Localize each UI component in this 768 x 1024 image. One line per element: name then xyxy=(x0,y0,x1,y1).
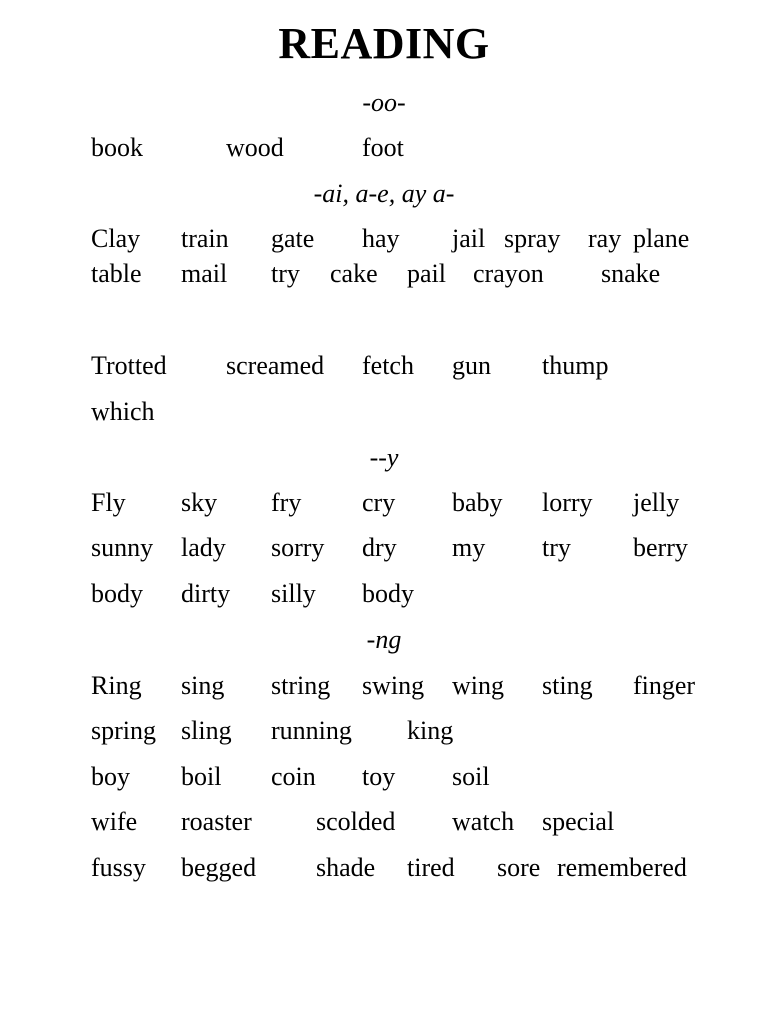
word-berry: berry xyxy=(633,533,688,562)
word-trotted: Trotted xyxy=(91,351,167,380)
word-spring: spring xyxy=(91,716,156,745)
word-boil: boil xyxy=(181,762,222,791)
word-jelly: jelly xyxy=(633,488,680,517)
page-title: READING xyxy=(278,19,490,68)
word-plane: plane xyxy=(633,224,690,253)
word-try: try xyxy=(271,259,300,288)
word-wing: wing xyxy=(452,671,504,700)
word-ring: Ring xyxy=(91,671,142,700)
word-spray: spray xyxy=(504,224,561,253)
word-sing: sing xyxy=(181,671,225,700)
word-fetch: fetch xyxy=(362,351,414,380)
word-foot: foot xyxy=(362,133,404,162)
word-snake: snake xyxy=(601,259,661,288)
word-toy: toy xyxy=(362,762,396,791)
word-body-2: body xyxy=(362,579,414,608)
word-roaster: roaster xyxy=(181,807,252,836)
word-lorry: lorry xyxy=(542,488,593,517)
word-ray: ray xyxy=(588,224,622,253)
word-shade: shade xyxy=(316,853,376,882)
word-hay: hay xyxy=(362,224,400,253)
word-tired: tired xyxy=(407,853,455,882)
section-heading-ai: -ai, a-e, ay a- xyxy=(313,179,455,208)
word-sky: sky xyxy=(181,488,218,517)
word-string: string xyxy=(271,671,331,700)
word-sore: sore xyxy=(497,853,541,882)
word-screamed: screamed xyxy=(226,351,325,380)
word-finger: finger xyxy=(633,671,696,700)
word-which: which xyxy=(91,397,155,426)
word-cry: cry xyxy=(362,488,396,517)
word-mail: mail xyxy=(181,259,228,288)
word-soil: soil xyxy=(452,762,490,791)
word-dry: dry xyxy=(362,533,397,562)
word-watch: watch xyxy=(452,807,515,836)
word-book: book xyxy=(91,133,143,162)
word-my: my xyxy=(452,533,486,562)
word-try-2: try xyxy=(542,533,571,562)
word-silly: silly xyxy=(271,579,316,608)
word-thump: thump xyxy=(542,351,609,380)
word-gate: gate xyxy=(271,224,315,253)
word-baby: baby xyxy=(452,488,503,517)
word-swing: swing xyxy=(362,671,425,700)
word-sunny: sunny xyxy=(91,533,154,562)
word-king: king xyxy=(407,716,454,745)
word-boy: boy xyxy=(91,762,130,791)
word-lady: lady xyxy=(181,533,226,562)
section-heading-oo: -oo- xyxy=(362,88,406,117)
word-sling: sling xyxy=(181,716,232,745)
word-special: special xyxy=(542,807,615,836)
word-jail: jail xyxy=(452,224,486,253)
word-wood: wood xyxy=(226,133,284,162)
word-remembered: remembered xyxy=(557,853,687,882)
word-begged: begged xyxy=(181,853,257,882)
word-dirty: dirty xyxy=(181,579,231,608)
word-cake: cake xyxy=(330,259,378,288)
word-clay: Clay xyxy=(91,224,141,253)
word-sorry: sorry xyxy=(271,533,325,562)
word-table: table xyxy=(91,259,142,288)
word-body: body xyxy=(91,579,143,608)
section-heading-ng: -ng xyxy=(366,625,402,654)
word-wife: wife xyxy=(91,807,138,836)
section-heading-y: --y xyxy=(369,443,399,472)
word-fry: fry xyxy=(271,488,302,517)
word-train: train xyxy=(181,224,229,253)
word-sting: sting xyxy=(542,671,593,700)
word-fussy: fussy xyxy=(91,853,146,882)
word-gun: gun xyxy=(452,351,491,380)
word-fly: Fly xyxy=(91,488,126,517)
word-coin: coin xyxy=(271,762,316,791)
word-scolded: scolded xyxy=(316,807,396,836)
word-pail: pail xyxy=(407,259,446,288)
word-running: running xyxy=(271,716,352,745)
word-crayon: crayon xyxy=(473,259,544,288)
